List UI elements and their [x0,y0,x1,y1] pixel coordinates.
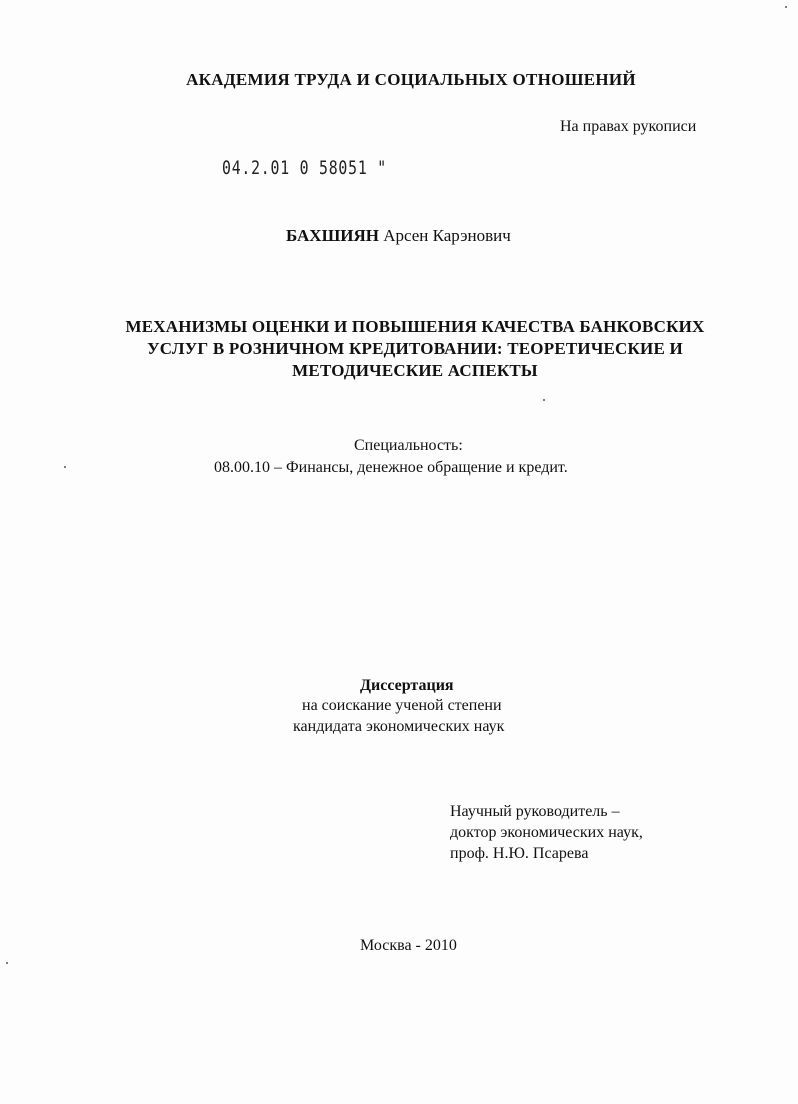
supervisor-block [450,801,643,864]
author-given-names: Арсен Карэнович [378,226,511,245]
specialty-label: Специальность: [354,437,463,454]
supervisor-line-1: Научный руководитель – [450,803,620,820]
institution-name: АКАДЕМИЯ ТРУДА И СОЦИАЛЬНЫХ ОТНОШЕНИЙ [186,70,636,89]
work-type-label: Диссертация [360,677,454,694]
author-surname: БАХШИЯН [286,226,379,245]
scan-speck [6,962,8,964]
title-line: УСЛУГ В РОЗНИЧНОМ КРЕДИТОВАНИИ: ТЕОРЕТИЧЕСКИЕ И [147,339,683,358]
scan-speck [785,6,787,8]
degree-line-2: кандидата экономических наук [293,718,505,735]
title-line: МЕХАНИЗМЫ ОЦЕНКИ И ПОВЫШЕНИЯ КАЧЕСТВА БАНКОВСКИХ [125,317,705,336]
scan-speck [64,466,66,468]
scan-speck [543,399,545,401]
specialty-code: 08.00.10 – Финансы, денежное обращение и кредит. [214,459,568,476]
rights-note: На правах рукописи [560,118,697,135]
dissertation-title [110,316,720,382]
title-line: МЕТОДИЧЕСКИЕ АСПЕКТЫ [292,361,538,380]
registration-stamp: 04.2.01 0 58051 " [222,157,387,179]
degree-line-1: на соискание ученой степени [302,697,502,714]
supervisor-line-2: доктор экономических наук, [450,824,643,841]
author-name [286,226,511,246]
city-year: Москва - 2010 [360,937,457,954]
supervisor-line-3: проф. Н.Ю. Псарева [450,845,589,862]
